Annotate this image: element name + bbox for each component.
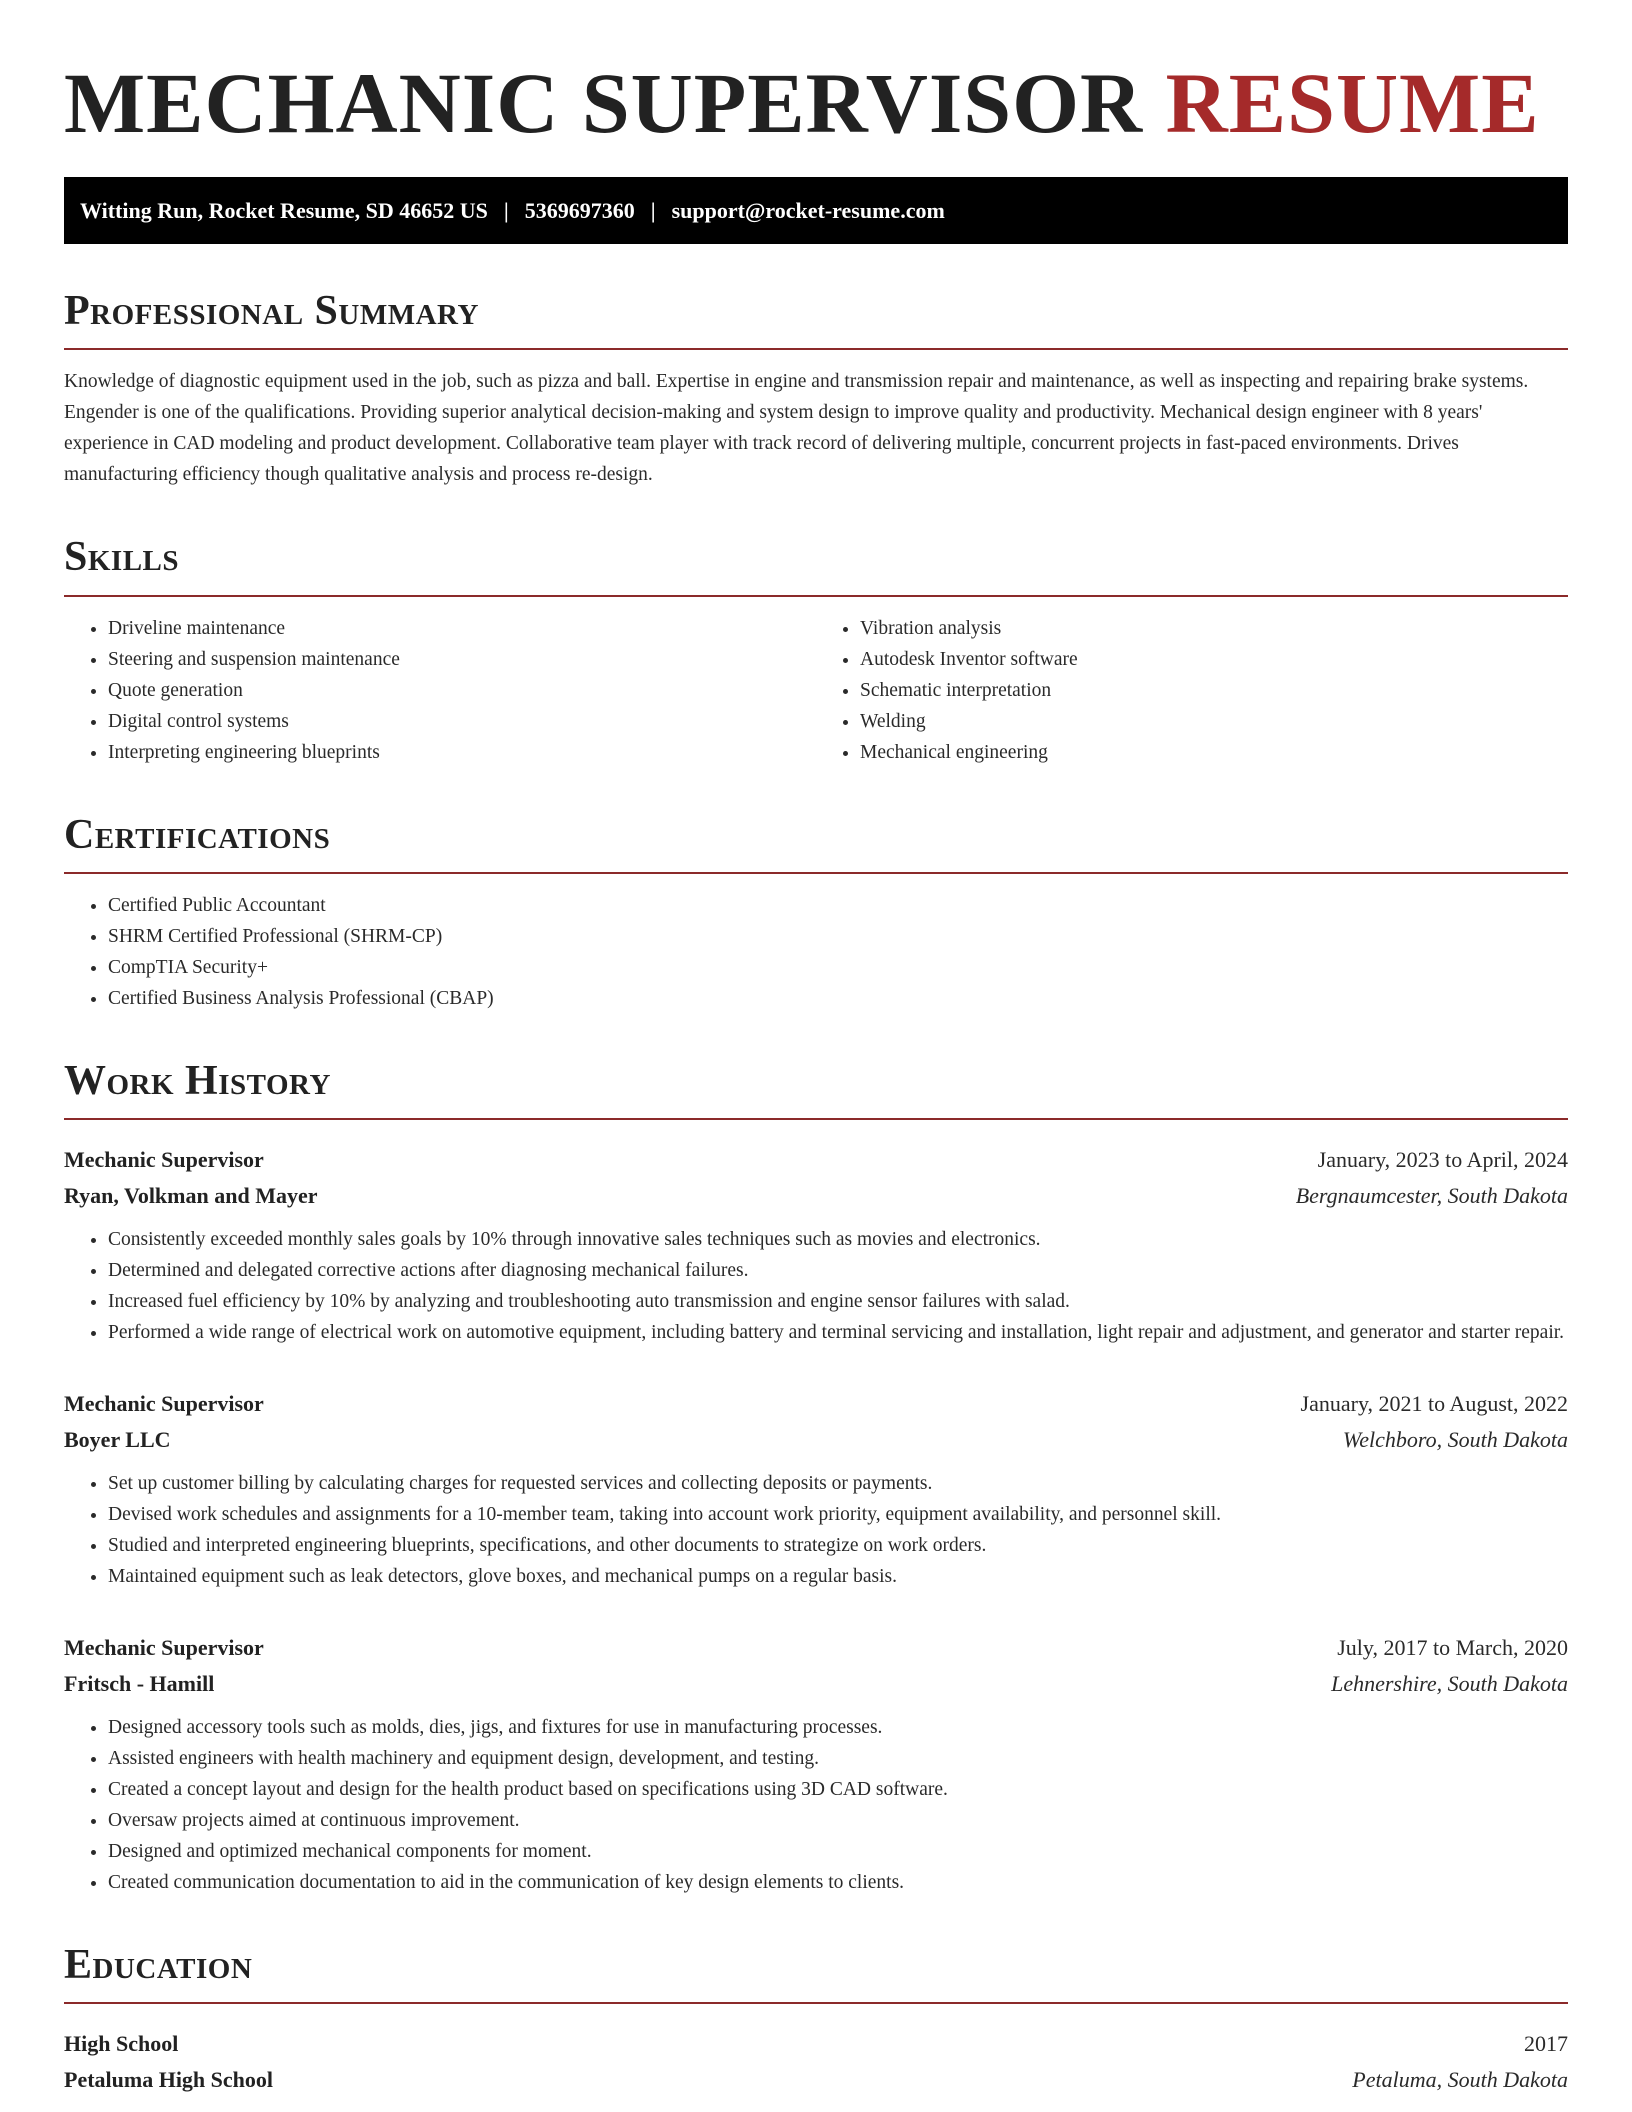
- job-company-row: [64, 1178, 1568, 1214]
- skills-list-right: [816, 613, 1568, 768]
- education-degree: High School: [64, 2031, 179, 2057]
- summary-section: [64, 288, 1568, 490]
- summary-text: Knowledge of diagnostic equipment used in the job, such as pizza and ball. Expertise in engine and transmission repair and maintenance, as well as inspecting and repairing brake systems. Engender is one of the qualifications. Providing superior analytical decision-making and system design to improve quality and productivity. Mechanical design engineer with 8 years' experience in CAD modeling and product development. Collaborative team player with track record of delivering multiple, concurrent projects in fast-paced environments. Drives manufacturing efficiency though qualitative analysis and process re-design.: [64, 371, 1529, 486]
- education-header-row: [64, 2026, 1568, 2062]
- contact-phone: 5369697360: [524, 197, 635, 223]
- certification-item: • CompTIA Security+: [108, 952, 1568, 983]
- job-bullet: • Determined and delegated corrective actions after diagnosing mechanical failures.: [108, 1255, 1568, 1286]
- skills-section: [64, 534, 1568, 767]
- job-bullet: • Studied and interpreted engineering blueprints, specifications, and other documents to strategize on work orders.: [108, 1530, 1568, 1561]
- skill-item: • Digital control systems: [108, 706, 816, 737]
- job-bullet: • Assisted engineers with health machinery and equipment design, development, and testing.: [108, 1743, 1568, 1774]
- work-history-section: [64, 1058, 1568, 1898]
- job-bullet: • Increased fuel efficiency by 10% by analyzing and troubleshooting auto transmission and engine sensor failures with salad.: [108, 1286, 1568, 1317]
- job-company: Fritsch - Hamill: [64, 1670, 215, 1696]
- certifications-heading: Certifications: [64, 812, 1568, 874]
- contact-separator: |: [650, 197, 656, 223]
- job-location: Lehnershire, South Dakota: [1331, 1670, 1568, 1696]
- job-bullet: • Created a concept layout and design for the health product based on specifications using 3D CAD software.: [108, 1774, 1568, 1805]
- job-bullet: • Set up customer billing by calculating charges for requested services and collecting deposits or payments.: [108, 1468, 1568, 1499]
- skill-item: • Autodesk Inventor software: [860, 644, 1568, 675]
- job-bullet: • Created communication documentation to aid in the communication of key design elements to clients.: [108, 1867, 1568, 1898]
- resume-title: [64, 52, 1568, 155]
- contact-email: support@rocket-resume.com: [671, 197, 945, 223]
- job-dates: January, 2021 to August, 2022: [1300, 1390, 1568, 1416]
- job-entry: [64, 1386, 1568, 1592]
- job-company: Boyer LLC: [64, 1426, 171, 1452]
- job-entry: [64, 1630, 1568, 1898]
- certification-item: • Certified Business Analysis Professional (CBAP): [108, 983, 1568, 1014]
- skill-item: • Vibration analysis: [860, 613, 1568, 644]
- job-header-row: [64, 1142, 1568, 1178]
- education-entry: [64, 2026, 1568, 2098]
- skill-item: • Steering and suspension maintenance: [108, 644, 816, 675]
- job-bullet: • Maintained equipment such as leak detectors, glove boxes, and mechanical pumps on a regular basis.: [108, 1561, 1568, 1592]
- job-entry: [64, 1142, 1568, 1348]
- job-company-row: [64, 1422, 1568, 1458]
- job-company-row: [64, 1666, 1568, 1702]
- job-title: Mechanic Supervisor: [64, 1146, 264, 1172]
- education-section: [64, 1942, 1568, 2098]
- skill-item: • Quote generation: [108, 675, 816, 706]
- education-year: 2017: [1524, 2031, 1568, 2057]
- job-dates: January, 2023 to April, 2024: [1317, 1146, 1568, 1172]
- education-heading: Education: [64, 1942, 1568, 2004]
- summary-heading: Professional Summary: [64, 288, 1568, 350]
- job-bullet: • Performed a wide range of electrical work on automotive equipment, including battery and terminal servicing and installation, light repair and adjustment, and generator and starter repair.: [108, 1317, 1568, 1348]
- job-header-row: [64, 1630, 1568, 1666]
- certifications-list: [64, 890, 1568, 1014]
- job-header-row: [64, 1386, 1568, 1422]
- job-dates: July, 2017 to March, 2020: [1337, 1634, 1568, 1660]
- job-location: Bergnaumcester, South Dakota: [1295, 1182, 1568, 1208]
- job-bullet: • Consistently exceeded monthly sales goals by 10% through innovative sales techniques such as movies and electronics.: [108, 1224, 1568, 1255]
- job-bullet: • Designed accessory tools such as molds, dies, jigs, and fixtures for use in manufacturing processes.: [108, 1712, 1568, 1743]
- job-bullet: • Devised work schedules and assignments for a 10-member team, taking into account work priority, equipment availability, and personnel skill.: [108, 1499, 1568, 1530]
- contact-separator: |: [503, 197, 509, 223]
- work-history-heading: Work History: [64, 1058, 1568, 1120]
- certification-item: • SHRM Certified Professional (SHRM-CP): [108, 921, 1568, 952]
- skill-item: • Driveline maintenance: [108, 613, 816, 644]
- skill-item: • Mechanical engineering: [860, 737, 1568, 768]
- contact-bar: [64, 177, 1568, 244]
- title-accent: RESUME: [1165, 55, 1540, 151]
- certifications-section: [64, 812, 1568, 1014]
- contact-address: Witting Run, Rocket Resume, SD 46652 US: [80, 197, 488, 223]
- job-company: Ryan, Volkman and Mayer: [64, 1182, 318, 1208]
- job-bullets: [64, 1712, 1568, 1898]
- skill-item: • Welding: [860, 706, 1568, 737]
- education-school-row: [64, 2062, 1568, 2098]
- job-location: Welchboro, South Dakota: [1342, 1426, 1568, 1452]
- title-main: MECHANIC SUPERVISOR: [64, 55, 1144, 151]
- education-school: Petaluma High School: [64, 2067, 274, 2093]
- job-title: Mechanic Supervisor: [64, 1390, 264, 1416]
- skills-list-left: [64, 613, 816, 768]
- skills-grid: [64, 597, 1568, 768]
- certification-item: • Certified Public Accountant: [108, 890, 1568, 921]
- job-bullets: [64, 1468, 1568, 1592]
- job-bullets: [64, 1224, 1568, 1348]
- skills-heading: Skills: [64, 534, 1568, 596]
- skill-item: • Interpreting engineering blueprints: [108, 737, 816, 768]
- job-bullet: • Oversaw projects aimed at continuous improvement.: [108, 1805, 1568, 1836]
- skill-item: • Schematic interpretation: [860, 675, 1568, 706]
- education-location: Petaluma, South Dakota: [1352, 2067, 1568, 2093]
- job-bullet: • Designed and optimized mechanical components for moment.: [108, 1836, 1568, 1867]
- job-title: Mechanic Supervisor: [64, 1634, 264, 1660]
